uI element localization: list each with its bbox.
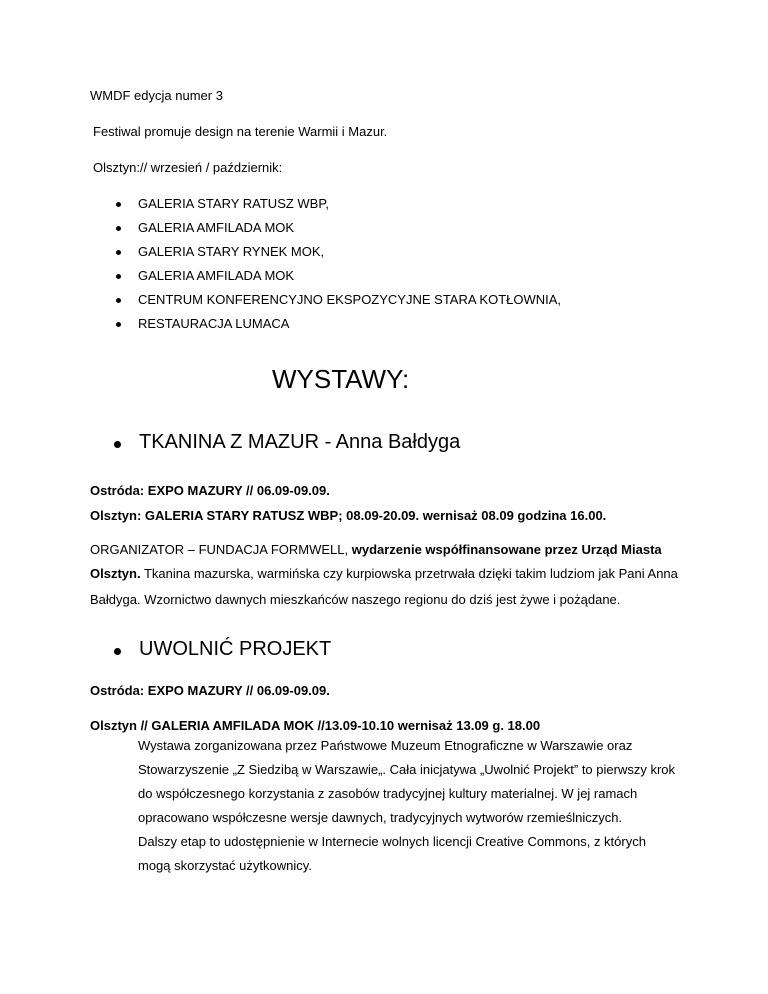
description-line: Stowarzyszenie „Z Siedzibą w Warszawie„. Cała inicjatywa „Uwolnić Projekt” to pierwszy krok (138, 762, 676, 777)
city-text: Olsztyn. (90, 566, 141, 581)
bullet-icon (114, 441, 121, 448)
venue-label: GALERIA AMFILADA MOK (138, 268, 295, 283)
exhibition-1-venue-2: Olsztyn: GALERIA STARY RATUSZ WBP; 08.09-20.09. wernisaż 08.09 godzina 16.00. (90, 508, 607, 523)
bullet-icon (116, 226, 121, 231)
venue-label: RESTAURACJA LUMACA (138, 316, 290, 331)
venue-label: GALERIA AMFILADA MOK (138, 220, 295, 235)
description-line: mogą skorzystać użytkownicy. (138, 858, 312, 873)
bullet-icon (114, 648, 121, 655)
cofund-text: wydarzenie współfinansowane przez Urząd Miasta (351, 542, 662, 557)
bullet-icon (116, 298, 121, 303)
exhibitions-heading: WYSTAWY: (272, 364, 410, 394)
desc-text: Tkanina mazurska, warmińska czy kurpiowska przetrwała dzięki takim ludziom jak Pani Anna (143, 566, 678, 581)
bullet-icon (116, 250, 121, 255)
exhibition-2-venue-1: Ostróda: EXPO MAZURY // 06.09-09.09. (90, 683, 330, 698)
description-line: do współczesnego korzystania z zasobów tradycyjnej kultury materialnej. W jej ramach (138, 786, 638, 801)
exhibition-1-organizer-line (90, 542, 662, 557)
exhibition-1-title: TKANINA Z MAZUR - Anna Bałdyga (139, 431, 461, 453)
exhibition-2-description (138, 734, 675, 878)
intro-line-3: Olsztyn:// wrzesień / październik: (93, 160, 283, 175)
description-line: Wystawa zorganizowana przez Państwowe Muzeum Etnograficzne w Warszawie oraz (138, 738, 633, 753)
bullet-icon (116, 202, 121, 207)
exhibition-1-desc-line-2: Bałdyga. Wzornictwo dawnych mieszkańców naszego regionu do dziś jest żywe i pożądane. (90, 592, 621, 607)
bullet-icon (116, 274, 121, 279)
venue-label: GALERIA STARY RYNEK MOK, (138, 244, 325, 259)
intro-line-1: WMDF edycja numer 3 (90, 88, 223, 103)
intro-line-2: Festiwal promuje design na terenie Warmii i Mazur. (93, 124, 388, 139)
organizer-text: ORGANIZATOR – FUNDACJA FORMWELL, (90, 542, 349, 557)
exhibition-1-desc-line-1 (90, 566, 678, 581)
exhibition-1-venue-1: Ostróda: EXPO MAZURY // 06.09-09.09. (90, 483, 330, 498)
description-line: opracowano współczesne wersje dawnych, tradycyjnych wytworów rzemieślniczych. (138, 810, 623, 825)
venue-label: CENTRUM KONFERENCYJNO EKSPOZYCYJNE STARA KOTŁOWNIA, (138, 292, 562, 307)
venue-label: GALERIA STARY RATUSZ WBP, (138, 196, 329, 211)
exhibition-2-venue-2: Olsztyn // GALERIA AMFILADA MOK //13.09-10.10 wernisaż 13.09 g. 18.00 (90, 718, 541, 733)
exhibition-2-title: UWOLNIĆ PROJEKT (139, 638, 332, 660)
description-line: Dalszy etap to udostępnienie w Internecie wolnych licencji Creative Commons, z których (138, 834, 646, 849)
bullet-icon (116, 322, 121, 327)
